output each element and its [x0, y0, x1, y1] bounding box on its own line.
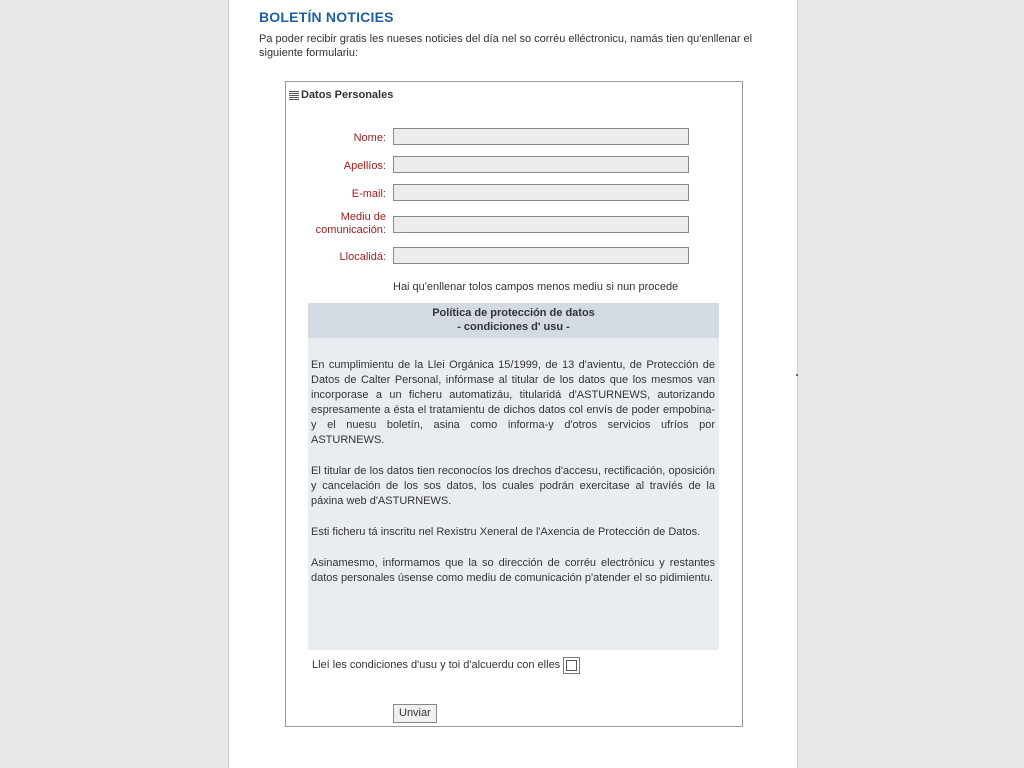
mediu-label: Mediu de comunicación:: [315, 211, 386, 236]
accept-terms-label: Lleí les condiciones d'usu y toi d'alcuerdu con elles: [312, 659, 561, 671]
field-row-apellios: [286, 156, 742, 176]
mediu-input[interactable]: [393, 216, 689, 233]
field-row-nome: [286, 128, 742, 148]
fieldset-legend: [289, 89, 393, 101]
list-icon: [289, 91, 299, 100]
privacy-policy-box: [308, 303, 719, 650]
page-title: BOLETÍN NOTICIES: [259, 9, 394, 25]
policy-subtitle: - condiciones d' usu -: [457, 321, 570, 333]
accept-terms-checkbox[interactable]: [563, 657, 580, 674]
submit-button[interactable]: Unviar: [393, 704, 437, 723]
personal-data-fieldset: [285, 81, 743, 727]
stray-dot: [796, 374, 798, 376]
policy-paragraph: Esti ficheru tá inscritu nel Rexistru Xeneral de l'Axencia de Protección de Datos.: [311, 526, 701, 538]
policy-paragraph: Asinamesmo, informamos que la so dirección de corréu electrónicu y restantes datos personales úsense como mediu de comunicación p'atender el so pidimientu.: [311, 557, 715, 584]
accept-terms-row: [312, 654, 580, 676]
policy-title: Política de protección de datos: [432, 307, 595, 319]
policy-paragraph: En cumplimientu de la Llei Orgánica 15/1999, de 13 d'avientu, de Protección de Datos de Calter Personal, infórmase al titular de los datos que los mesmos van incorporase a un ficheru automatizáu, titularidá d'ASTURNEWS, autorizando espresamente a ésta el tratamientu de dichos datos col envís de poder empobina-y el nuesu boletín, asina como informa-y d'otros servicios ufríos por ASTURNEWS.: [311, 359, 715, 446]
field-row-mediu: [286, 211, 742, 236]
policy-header: [308, 303, 719, 338]
legend-label: Datos Personales: [301, 89, 394, 101]
llocalida-label: Llocalidá:: [339, 251, 386, 263]
apellios-input[interactable]: [393, 156, 689, 173]
nome-label: Nome:: [353, 132, 386, 144]
field-row-llocalida: [286, 247, 742, 267]
policy-paragraph: El titular de los datos tien reconocíos los drechos d'accesu, rectificación, oposición y cancelación de los sos datos, los cuales podrán exercitase al travíés de la páxina web d'ASTURNEWS.: [311, 465, 715, 507]
email-input[interactable]: [393, 184, 689, 201]
apellios-label: Apellíos:: [343, 160, 386, 172]
required-hint: Hai qu'enllenar tolos campos menos mediu si nun procede: [393, 281, 679, 293]
llocalida-input[interactable]: [393, 247, 689, 264]
intro-text: Pa poder recibir gratis les nueses noticies del día nel so corréu elléctronicu, namás tien qu'enllenar el siguiente formulariu:: [259, 33, 753, 59]
email-label: E-mail:: [351, 188, 386, 200]
nome-input[interactable]: [393, 128, 689, 145]
policy-body: [308, 338, 719, 586]
page-content: [228, 0, 798, 768]
field-row-email: [286, 184, 742, 204]
